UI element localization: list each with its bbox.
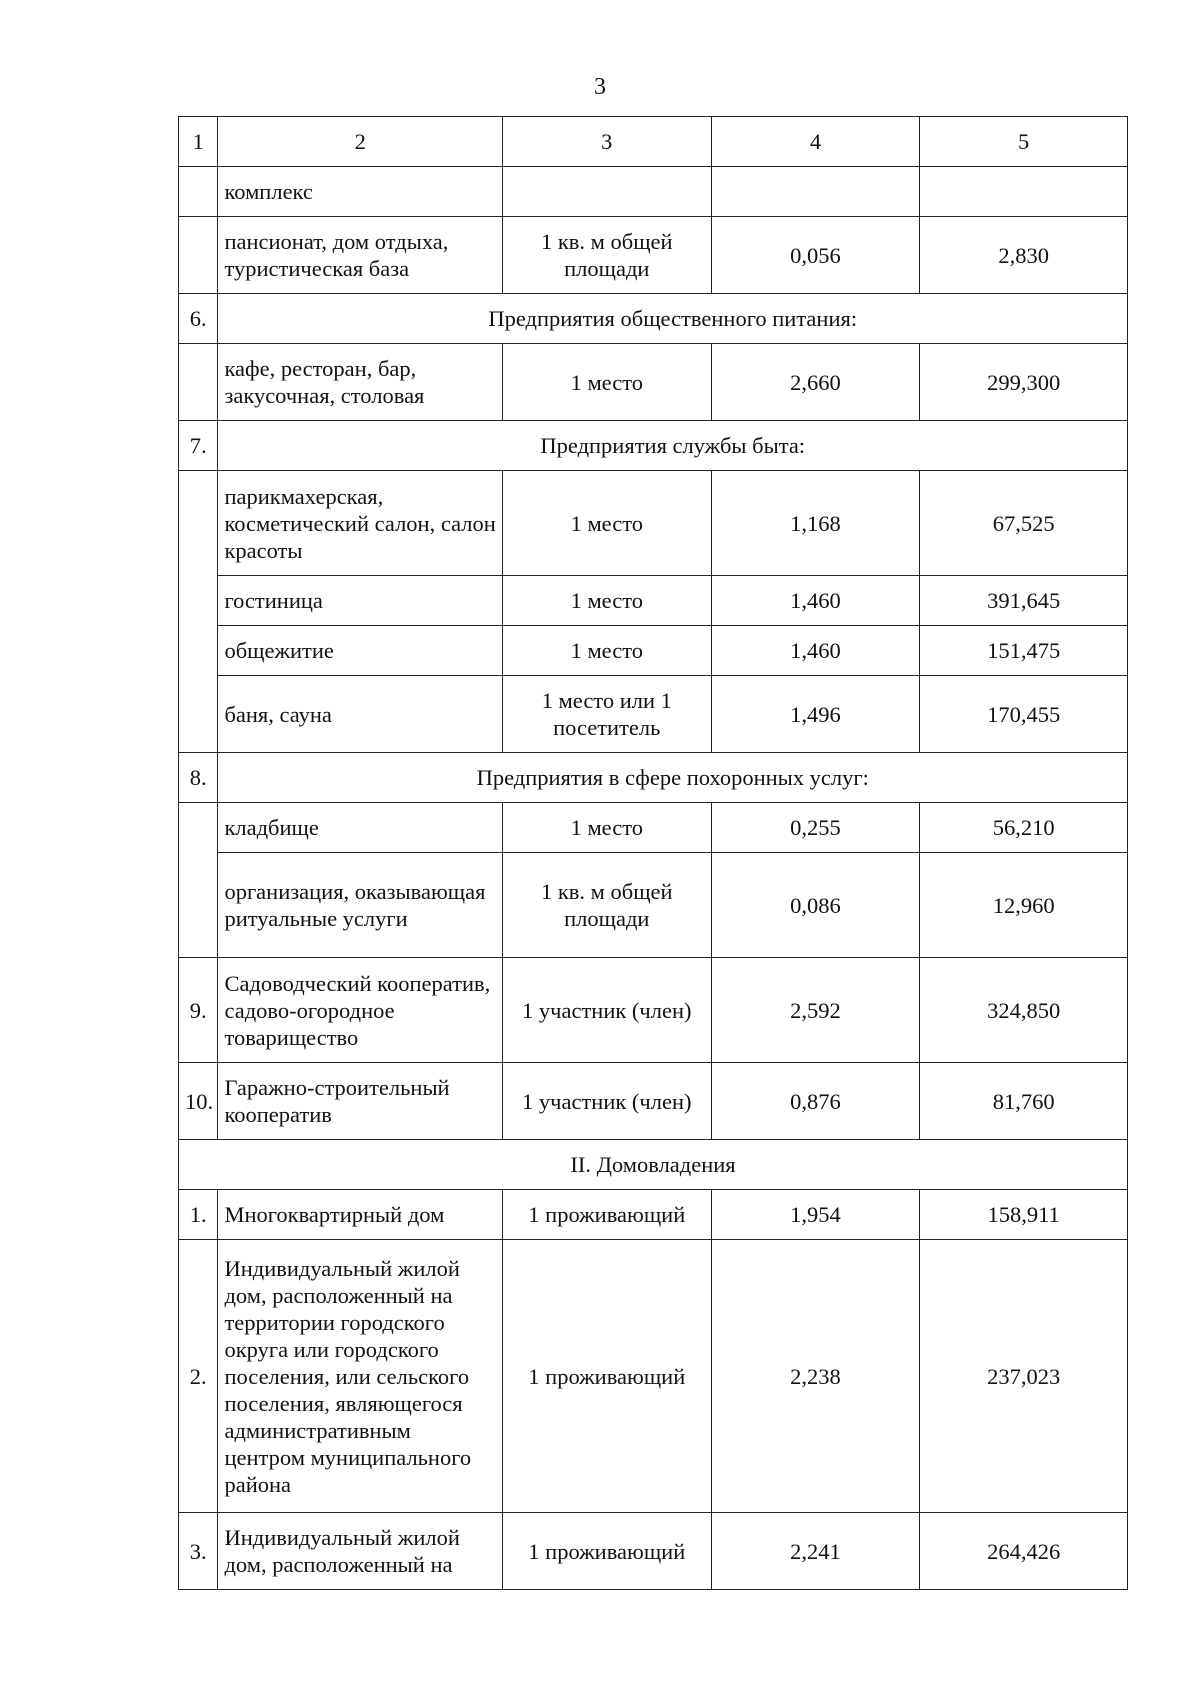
table-row [179,853,1128,958]
section-row [179,1140,1128,1190]
row-name-cell: кладбище [218,803,502,853]
section-row [179,753,1128,803]
row-num-cell: 9. [179,958,218,1063]
section-num: 6. [179,294,218,344]
row-unit-cell: 1 место [502,344,711,421]
table-row [179,217,1128,294]
table-row [179,1513,1128,1590]
section-row [179,421,1128,471]
header-col-2: 2 [218,117,502,167]
row-unit-cell: 1 место [502,626,711,676]
table-row [179,1240,1128,1513]
row-norm-year-cell: 2,238 [711,1240,920,1513]
row-norm-year-cell: 0,086 [711,853,920,958]
row-norm-m3-cell: 170,455 [920,676,1128,753]
row-name-cell: гостиница [218,576,502,626]
header-col-4: 4 [711,117,920,167]
norms-table [178,116,1128,1590]
row-unit-cell: 1 кв. м общей площади [502,217,711,294]
row-name-cell: пансионат, дом отдыха, туристическая база [218,217,502,294]
row-unit-cell: 1 участник (член) [502,1063,711,1140]
table-row [179,626,1128,676]
row-name-cell: Индивидуальный жилой дом, расположенный на [218,1513,502,1590]
row-norm-m3-cell: 324,850 [920,958,1128,1063]
row-name-cell: общежитие [218,626,502,676]
row-norm-year-cell: 1,460 [711,576,920,626]
section-title: Предприятия службы быта: [218,421,1128,471]
row-name-cell: комплекс [218,167,502,217]
section-num: 8. [179,753,218,803]
row-unit-cell: 1 проживающий [502,1513,711,1590]
row-norm-m3-cell: 67,525 [920,471,1128,576]
row-unit-cell: 1 место [502,576,711,626]
table-header-row [179,117,1128,167]
row-name-cell: баня, сауна [218,676,502,753]
table-row [179,576,1128,626]
section-title: Предприятия в сфере похоронных услуг: [218,753,1128,803]
table-row [179,676,1128,753]
row-norm-m3-cell: 12,960 [920,853,1128,958]
row-norm-year-cell: 0,255 [711,803,920,853]
row-name-cell: кафе, ресторан, бар, закусочная, столовая [218,344,502,421]
row-norm-year-cell: 1,954 [711,1190,920,1240]
header-col-5: 5 [920,117,1128,167]
row-norm-year-cell: 1,168 [711,471,920,576]
row-name-cell: Многоквартирный дом [218,1190,502,1240]
row-norm-m3-cell: 299,300 [920,344,1128,421]
row-norm-year-cell: 2,241 [711,1513,920,1590]
table-row [179,803,1128,853]
row-num-cell: 3. [179,1513,218,1590]
page-number: 3 [594,74,606,100]
row-norm-year-cell: 0,056 [711,217,920,294]
header-col-1: 1 [179,117,218,167]
row-norm-m3-cell: 56,210 [920,803,1128,853]
row-unit-cell: 1 проживающий [502,1240,711,1513]
table-row [179,344,1128,421]
row-num-cell [179,471,218,753]
row-unit-cell: 1 кв. м общей площади [502,853,711,958]
row-norm-year-cell: 0,876 [711,1063,920,1140]
section-row [179,294,1128,344]
row-num-cell [179,167,218,217]
row-norm-year-cell: 1,460 [711,626,920,676]
row-norm-m3-cell: 391,645 [920,576,1128,626]
row-norm-m3-cell: 81,760 [920,1063,1128,1140]
section-title: Предприятия общественного питания: [218,294,1128,344]
row-name-cell: организация, оказывающая ритуальные услуги [218,853,502,958]
row-num-cell: 1. [179,1190,218,1240]
row-norm-year-cell: 1,496 [711,676,920,753]
row-norm-m3-cell: 237,023 [920,1240,1128,1513]
row-unit-cell: 1 участник (член) [502,958,711,1063]
row-norm-year-cell: 2,660 [711,344,920,421]
row-norm-m3-cell [920,167,1128,217]
table-row [179,1190,1128,1240]
table-row [179,167,1128,217]
row-name-cell: парикмахерская, косметический салон, салон красоты [218,471,502,576]
section-num: 7. [179,421,218,471]
row-unit-cell: 1 место [502,803,711,853]
row-norm-m3-cell: 158,911 [920,1190,1128,1240]
row-num-cell [179,344,218,421]
row-name-cell: Гаражно-строительный кооператив [218,1063,502,1140]
row-num-cell: 10. [179,1063,218,1140]
row-unit-cell [502,167,711,217]
row-name-cell: Садоводческий кооператив, садово-огородное товарищество [218,958,502,1063]
row-norm-year-cell [711,167,920,217]
row-norm-m3-cell: 151,475 [920,626,1128,676]
table-row [179,1063,1128,1140]
row-num-cell [179,217,218,294]
header-col-3: 3 [502,117,711,167]
row-norm-year-cell: 2,592 [711,958,920,1063]
row-unit-cell: 1 место или 1 посетитель [502,676,711,753]
row-unit-cell: 1 проживающий [502,1190,711,1240]
row-unit-cell: 1 место [502,471,711,576]
table-row [179,471,1128,576]
row-num-cell [179,803,218,958]
row-name-cell: Индивидуальный жилой дом, расположенный на территории городского округа или городского поселения, или сельского поселения, являющегося административным центром муниципального района [218,1240,502,1513]
section-title: II. Домовладения [179,1140,1128,1190]
table-row [179,958,1128,1063]
row-norm-m3-cell: 2,830 [920,217,1128,294]
row-norm-m3-cell: 264,426 [920,1513,1128,1590]
row-num-cell: 2. [179,1240,218,1513]
